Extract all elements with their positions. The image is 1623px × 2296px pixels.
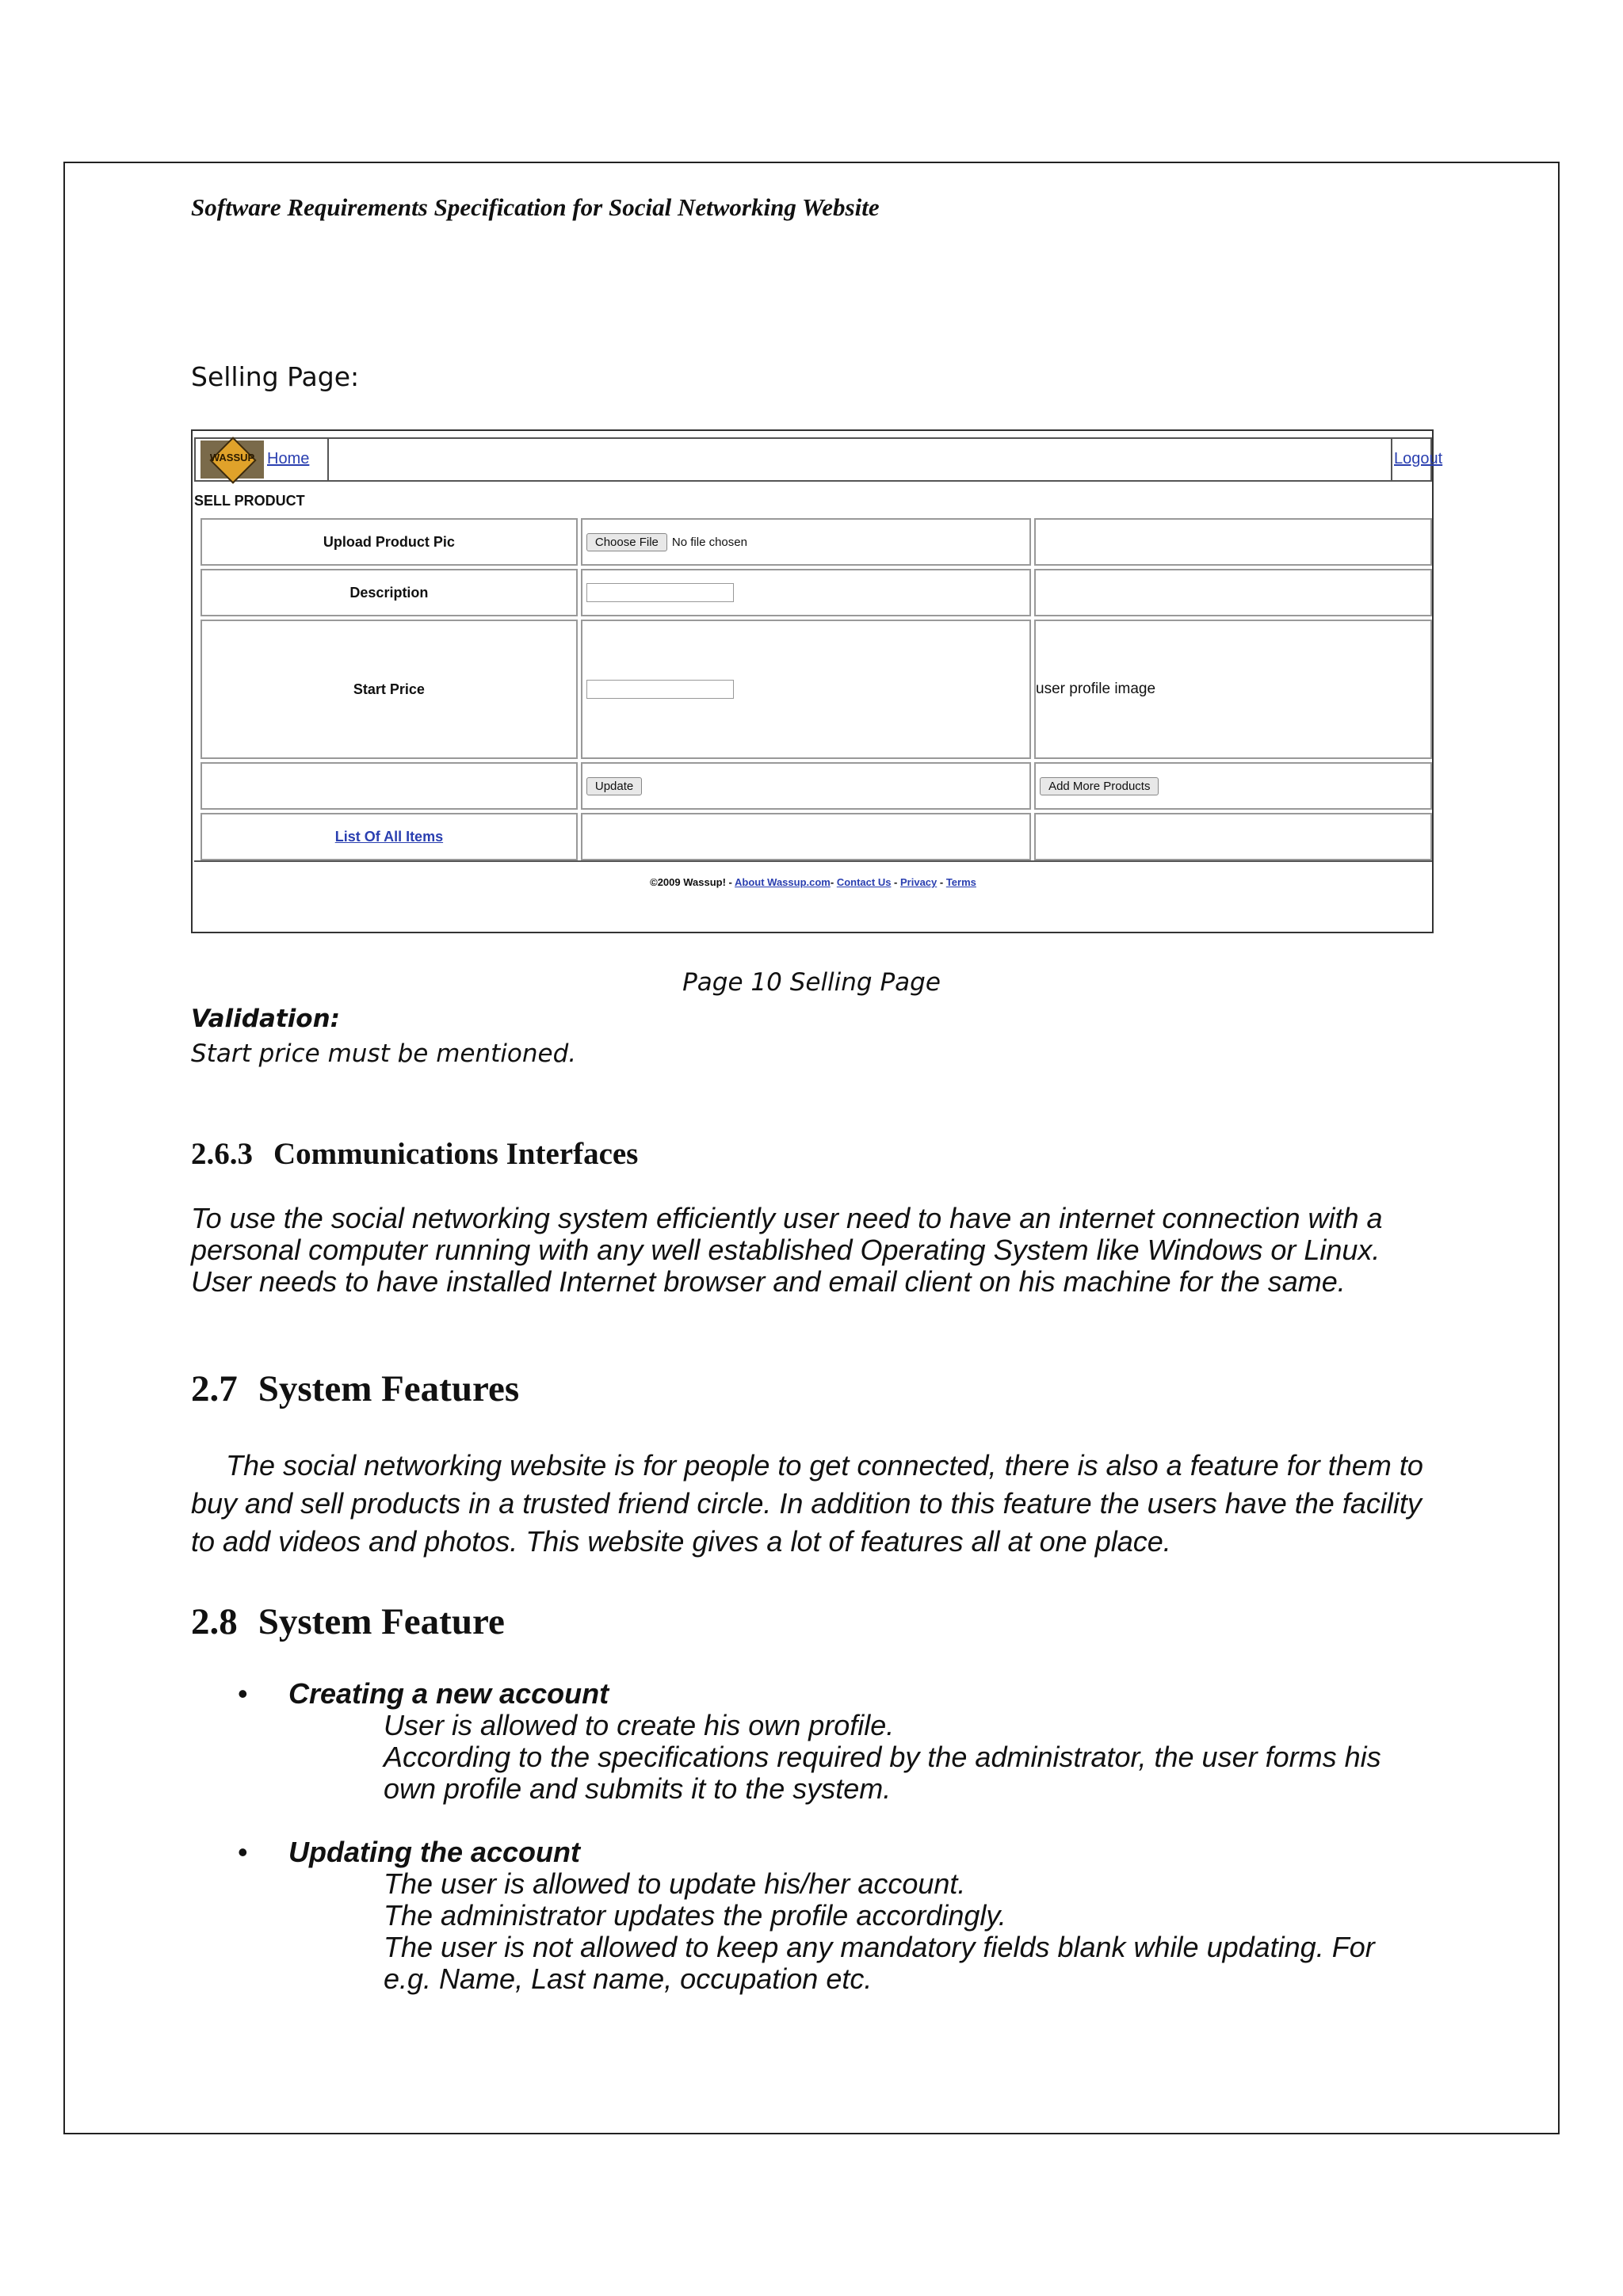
empty-cell	[1034, 518, 1432, 566]
add-more-cell	[1034, 762, 1432, 810]
feature-title	[238, 1836, 1474, 1868]
logo-text: WASSUP	[209, 452, 255, 463]
contact-link[interactable]: Contact Us	[836, 876, 892, 888]
screenshot-top-bar	[194, 437, 1443, 482]
feature-line: The user is not allowed to keep any mandatory fields blank while updating. For	[384, 1931, 1375, 1963]
feature-line: e.g. Name, Last name, occupation etc.	[384, 1962, 873, 1995]
section-heading-2-6-3	[191, 1136, 638, 1172]
user-profile-image-placeholder: user profile image	[1034, 620, 1432, 759]
figure-caption: Page 10 Selling Page	[682, 968, 941, 997]
empty-cell	[581, 813, 1031, 860]
list-all-items-cell	[200, 813, 578, 860]
table-row	[200, 762, 1432, 810]
privacy-link[interactable]: Privacy	[900, 876, 938, 888]
bullet-icon: •	[238, 1836, 248, 1868]
feature-line: User is allowed to create his own profile.	[384, 1709, 895, 1741]
description-cell	[581, 569, 1031, 616]
selling-page-label: Selling Page:	[191, 361, 360, 392]
section-title: System Feature	[258, 1601, 505, 1642]
table-row	[200, 620, 1432, 759]
feature-item	[238, 1836, 1474, 1995]
nav-divider	[327, 439, 329, 480]
bullet-icon: •	[238, 1677, 248, 1710]
home-link[interactable]: Home	[267, 450, 310, 467]
section-title: System Features	[258, 1368, 520, 1409]
selling-page-screenshot	[191, 429, 1443, 933]
feature-item	[238, 1678, 1474, 1805]
feature-line: The administrator updates the profile accordingly.	[384, 1899, 1006, 1932]
feature-line: The user is allowed to update his/her account.	[384, 1867, 966, 1900]
choose-file-button[interactable]: Choose File	[586, 533, 667, 551]
section-number: 2.6.3	[191, 1137, 253, 1171]
empty-cell	[200, 762, 578, 810]
start-price-cell	[581, 620, 1031, 759]
section-heading-2-7	[191, 1367, 519, 1410]
start-price-input[interactable]	[586, 680, 734, 699]
no-file-chosen-text: No file chosen	[671, 535, 747, 549]
communications-paragraph: To use the social networking system efficiently user need to have an internet connection with a personal computer running with any well established Operating System like Windows or Linux. User needs to have installed Internet browser and email client on his machine for the same.	[191, 1202, 1383, 1298]
section-heading-2-8	[191, 1600, 505, 1643]
update-button[interactable]: Update	[586, 777, 642, 795]
logout-link[interactable]: Logout	[1394, 450, 1443, 467]
footer-links: ©2009 Wassup! - About Wassup.com- Contact Us - Privacy - Terms	[650, 876, 976, 888]
screenshot-footer	[194, 860, 1432, 930]
upload-product-pic-label: Upload Product Pic	[200, 518, 578, 566]
description-label: Description	[200, 569, 578, 616]
wassup-logo	[200, 441, 264, 479]
paragraph-text: The social networking website is for people to get connected, there is also a feature for them to buy and sell products in a trusted friend circle. In addition to this feature the users have the facility to add videos and photos. This website gives a lot of features all at one place.	[191, 1449, 1423, 1558]
system-features-paragraph	[191, 1447, 1443, 1561]
feature-line: According to the specifications required by the administrator, the user forms his	[384, 1741, 1381, 1773]
section-number: 2.7	[191, 1368, 238, 1409]
add-more-products-button[interactable]: Add More Products	[1040, 777, 1159, 795]
list-of-all-items-link[interactable]: List Of All Items	[334, 828, 444, 845]
sell-product-title: SELL PRODUCT	[194, 493, 305, 509]
running-header: Software Requirements Specification for Social Networking Website	[191, 193, 880, 221]
section-title: Communications Interfaces	[273, 1137, 639, 1171]
copyright-text: ©2009 Wassup! -	[650, 876, 732, 888]
sell-product-form	[197, 515, 1435, 864]
description-input[interactable]	[586, 583, 734, 602]
feature-title-text: Creating a new account	[288, 1677, 609, 1710]
validation-text: Start price must be mentioned.	[191, 1039, 577, 1068]
empty-cell	[1034, 813, 1432, 860]
table-row	[200, 518, 1432, 566]
file-picker-cell	[581, 518, 1031, 566]
feature-title-text: Updating the account	[288, 1836, 580, 1868]
section-number: 2.8	[191, 1601, 238, 1642]
about-link[interactable]: About Wassup.com	[735, 876, 831, 888]
terms-link[interactable]: Terms	[945, 876, 976, 888]
nav-divider	[1391, 439, 1392, 480]
empty-cell	[1034, 569, 1432, 616]
table-row	[200, 569, 1432, 616]
update-cell	[581, 762, 1031, 810]
start-price-label: Start Price	[200, 620, 578, 759]
feature-title	[238, 1678, 1474, 1710]
table-row	[200, 813, 1432, 860]
validation-heading: Validation:	[191, 1005, 341, 1033]
feature-line: own profile and submits it to the system.	[384, 1772, 892, 1805]
